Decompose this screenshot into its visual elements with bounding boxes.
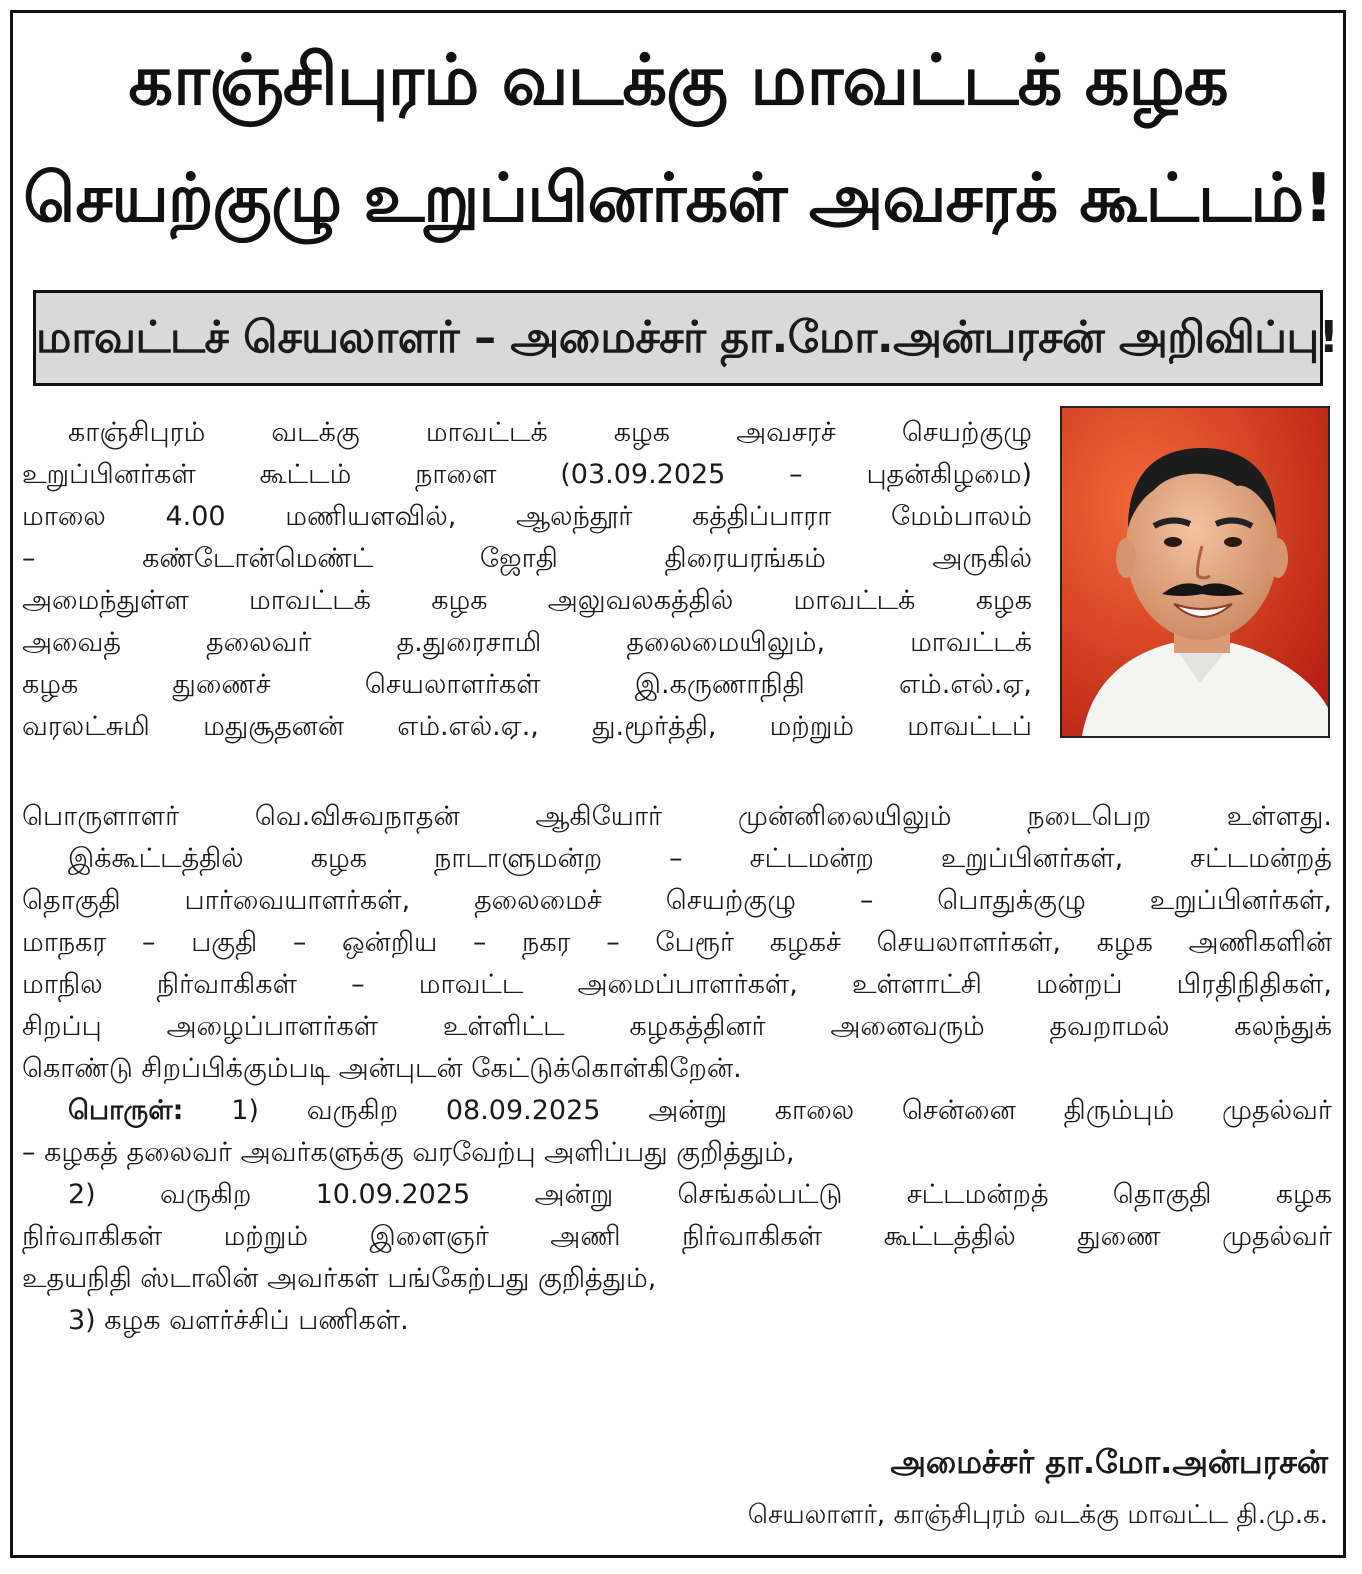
agenda-1-line-1 — [22, 1090, 1332, 1132]
para1-line: மாலை 4.00 மணியளவில், ஆலந்தூர் கத்திப்பாரா மேம்பாலம் — [22, 501, 1032, 532]
para1-line: உறுப்பினர்கள் கூட்டம் நாளை (03.09.2025 – புதன்கிழமை) — [22, 459, 1032, 490]
para2-line: மாநகர – பகுதி – ஒன்றிய – நகர – பேரூர் கழகச் செயலாளர்கள், கழக அணிகளின் — [22, 927, 1332, 958]
signature-name: அமைச்சர் தா.மோ.அன்பரசன் — [890, 1443, 1328, 1481]
para1-line: காஞ்சிபுரம் வடக்கு மாவட்டக் கழக அவசரச் செயற்குழு — [68, 417, 1032, 448]
para1-line: அவைத் தலைவர் த.துரைசாமி தலைமையிலும், மாவட்டக் — [22, 627, 1032, 658]
para1-last-line: பொருளாளர் வெ.விசுவநாதன் ஆகியோர் முன்னிலையிலும் நடைபெற உள்ளது. — [22, 801, 1332, 832]
para2-line: மாநில நிர்வாகிகள் – மாவட்ட அமைப்பாளர்கள், உள்ளாட்சி மன்றப் பிரதிநிதிகள், — [22, 969, 1332, 1000]
portrait-photo — [1060, 406, 1330, 738]
para2-line: சிறப்பு அழைப்பாளர்கள் உள்ளிட்ட கழகத்தினர் அனைவரும் தவறாமல் கலந்துக் — [22, 1011, 1332, 1042]
agenda-1-line-2: – கழகத் தலைவர் அவர்களுக்கு வரவேற்பு அளிப்பது குறித்தும், — [22, 1137, 795, 1168]
subheadline-text: மாவட்டச் செயலாளர் – அமைச்சர் தா.மோ.அன்பரசன் அறிவிப்பு! — [36, 312, 1339, 363]
agenda-3: 3) கழக வளர்ச்சிப் பணிகள். — [68, 1305, 409, 1336]
para1-line: கழக துணைச் செயலாளர்கள் இ.கருணாநிதி எம்.எல்.ஏ, — [22, 669, 1032, 700]
agenda-2-line-3: உதயநிதி ஸ்டாலின் அவர்கள் பங்கேற்பது குறித்தும், — [22, 1263, 657, 1294]
para1-line: அமைந்துள்ள மாவட்டக் கழக அலுவலகத்தில் மாவட்டக் கழக — [22, 585, 1032, 616]
para1-line: – கண்டோன்மெண்ட் ஜோதி திரையரங்கம் அருகில் — [22, 543, 1032, 574]
paragraph-1 — [22, 412, 1032, 748]
agenda-1-text: 1) வருகிற 08.09.2025 அன்று காலை சென்னை திரும்பும் முதல்வர் — [231, 1095, 1332, 1126]
para2-line: இக்கூட்டத்தில் கழக நாடாளுமன்ற – சட்டமன்ற உறுப்பினர்கள், சட்டமன்றத் — [68, 843, 1332, 874]
agenda-2-line-2: நிர்வாகிகள் மற்றும் இளைஞர் அணி நிர்வாகிகள் கூட்டத்தில் துணை முதல்வர் — [22, 1221, 1332, 1252]
portrait-illustration — [1062, 408, 1328, 736]
paragraph-2 — [22, 796, 1332, 1342]
agenda-label: பொருள்: — [68, 1095, 184, 1126]
para2-line: தொகுதி பார்வையாளர்கள், தலைமைச் செயற்குழு – பொதுக்குழு உறுப்பினர்கள், — [22, 885, 1332, 916]
subheadline-box — [33, 290, 1339, 386]
headline-line-2: செயற்குழு உறுப்பினர்கள் அவசரக் கூட்டம்! — [23, 159, 1333, 237]
para2-last-line: கொண்டு சிறப்பிக்கும்படி அன்புடன் கேட்டுக்கொள்கிறேன். — [22, 1053, 742, 1084]
signature-designation: செயலாளர், காஞ்சிபுரம் வடக்கு மாவட்ட தி.மு.க. — [747, 1500, 1328, 1530]
headline-line-1: காஞ்சிபுரம் வடக்கு மாவட்டக் கழக — [128, 39, 1228, 121]
para1-line: வரலட்சுமி மதுசூதனன் எம்.எல்.ஏ., து.மூர்த்தி, மற்றும் மாவட்டப் — [22, 711, 1032, 742]
agenda-2-line-1: 2) வருகிற 10.09.2025 அன்று செங்கல்பட்டு சட்டமன்றத் தொகுதி கழக — [68, 1179, 1332, 1210]
